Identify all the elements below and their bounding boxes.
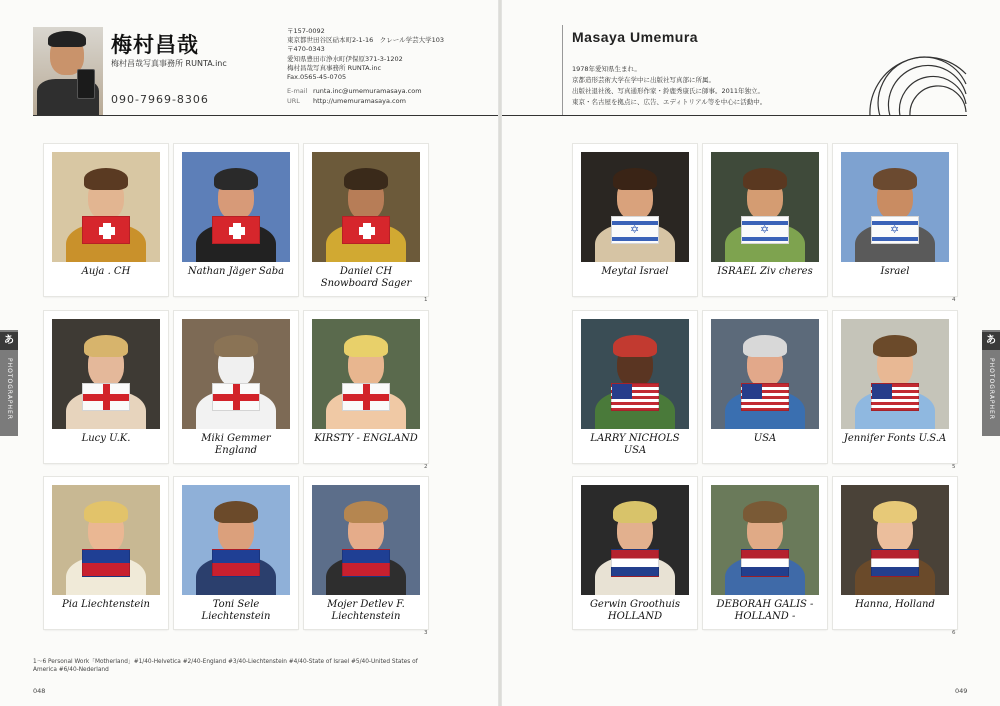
bio-line: 京都造形芸術大学在学中に出版社写真部に所属。 <box>572 76 715 84</box>
portrait-photo <box>841 319 949 429</box>
handwritten-signature: Lucy U.K. <box>81 433 131 444</box>
biography <box>572 64 802 108</box>
polaroid-photo <box>174 144 298 296</box>
portrait-photo <box>711 485 819 595</box>
flag-en-icon <box>212 383 260 411</box>
flag-li-icon <box>82 549 130 577</box>
handwritten-signature: Mojer Detlev F. Liechtenstein <box>327 599 405 622</box>
office-name: 梅村昌哉写真事務所 RUNTA.inc <box>111 59 227 68</box>
handwritten-signature: USA <box>753 433 777 444</box>
subject-hair <box>743 335 787 357</box>
handwritten-signature: Nathan Jäger Saba <box>187 266 285 277</box>
subject-hair <box>344 335 388 357</box>
subject-hair <box>613 168 657 190</box>
portrait-photo <box>52 319 160 429</box>
flag-nl-icon <box>741 549 789 577</box>
subject-hair <box>214 501 258 523</box>
address-block <box>287 27 487 82</box>
address-line: 〒470-0343 <box>287 45 325 54</box>
polaroid-photo <box>304 311 428 463</box>
photo-caption: 1〜6 Personal Work「Motherland」#1/40-Helvetica #2/40-England #3/40-Liechtenstein #4/40-State of Israel #5/40-United States of America #6/40-Nederland <box>33 659 418 673</box>
url-label: URL <box>287 97 300 105</box>
page-number-left: 048 <box>33 687 46 695</box>
flag-us-icon <box>871 383 919 411</box>
portrait-hair <box>48 31 86 47</box>
portrait-photo <box>52 152 160 262</box>
portrait-photo <box>711 152 819 262</box>
handwritten-signature: Meytal Israel <box>601 266 669 277</box>
portrait-photo <box>182 485 290 595</box>
subject-hair <box>613 335 657 357</box>
row-number: 2 <box>424 464 428 470</box>
flag-en-icon <box>82 383 130 411</box>
subject-hair <box>84 168 128 190</box>
handwritten-signature: Miki Gemmer England <box>201 433 271 456</box>
polaroid-photo <box>833 477 957 629</box>
handwritten-signature: LARRY NICHOLS USA <box>590 433 680 456</box>
polaroid-photo <box>174 311 298 463</box>
website-link[interactable]: http://umemuramasaya.com <box>313 97 406 105</box>
portrait-photo <box>52 485 160 595</box>
row-number: 4 <box>952 297 956 303</box>
subject-hair <box>873 335 917 357</box>
email-label: E-mail <box>287 87 308 95</box>
polaroid-photo <box>44 477 168 629</box>
photographer-name-en: Masaya Umemura <box>572 29 699 45</box>
portrait-photo <box>182 152 290 262</box>
handwritten-signature: Jennifer Fonts U.S.A <box>843 433 947 444</box>
polaroid-photo <box>174 477 298 629</box>
portrait-photo <box>581 319 689 429</box>
bio-line: 1978年愛知県生まれ。 <box>572 65 641 73</box>
portrait-photo <box>581 152 689 262</box>
decorative-arcs-icon <box>858 24 968 116</box>
subject-hair <box>344 168 388 190</box>
subject-hair <box>84 335 128 357</box>
page-number-right: 049 <box>955 687 968 695</box>
handwritten-signature: Hanna, Holland <box>855 599 935 610</box>
section-tab-label: PHOTOGRAPHER <box>988 358 995 421</box>
section-tab-kana: あ <box>0 332 18 350</box>
flag-ch-icon <box>342 216 390 244</box>
handwritten-signature: Israel <box>880 266 910 277</box>
flag-li-icon <box>212 549 260 577</box>
section-tab-label: PHOTOGRAPHER <box>6 358 13 421</box>
address-line: Fax.0565-45-0705 <box>287 73 347 82</box>
section-tab-kana: あ <box>982 332 1000 350</box>
polaroid-photo <box>703 144 827 296</box>
subject-hair <box>613 501 657 523</box>
row-number: 6 <box>952 630 956 636</box>
flag-il-icon <box>611 216 659 244</box>
flag-il-icon <box>741 216 789 244</box>
handwritten-signature: Daniel CH Snowboard Sager <box>320 266 412 289</box>
portrait-photo <box>182 319 290 429</box>
subject-hair <box>873 168 917 190</box>
polaroid-photo <box>573 144 697 296</box>
polaroid-photo <box>833 311 957 463</box>
row-number: 3 <box>424 630 428 636</box>
handwritten-signature: KIRSTY - ENGLAND <box>314 433 418 444</box>
polaroid-photo <box>304 477 428 629</box>
polaroid-photo <box>573 477 697 629</box>
address-line: 〒157-0092 <box>287 27 325 35</box>
handwritten-signature: Gerwin Groothuis HOLLAND <box>589 599 681 622</box>
portrait-phone <box>77 69 95 99</box>
portrait-photo <box>841 152 949 262</box>
handwritten-signature: DEBORAH GALIS - HOLLAND - <box>716 599 814 622</box>
photographer-name-jp: 梅村昌哉 <box>111 33 199 57</box>
subject-hair <box>743 501 787 523</box>
address-line: 愛知県豊田市浄水町伊保原371-3-1202 <box>287 54 403 63</box>
portrait-photo <box>581 485 689 595</box>
polaroid-photo <box>573 311 697 463</box>
flag-nl-icon <box>871 549 919 577</box>
email-link[interactable]: runta.inc@umemuramasaya.com <box>313 87 422 95</box>
flag-nl-icon <box>611 549 659 577</box>
phone-number: 090-7969-8306 <box>111 93 209 106</box>
subject-hair <box>344 501 388 523</box>
handwritten-signature: ISRAEL Ziv cheres <box>717 266 813 277</box>
subject-hair <box>214 335 258 357</box>
address-line: 東京都世田谷区砧本町2-1-16 クレール学芸大学103 <box>287 36 445 45</box>
bio-line: 東京・名古屋を拠点に、広告、エディトリアル等を中心に活動中。 <box>572 98 767 106</box>
flag-us-icon <box>741 383 789 411</box>
handwritten-signature: Toni Sele Liechtenstein <box>201 599 271 622</box>
row-number: 5 <box>952 464 956 470</box>
flag-en-icon <box>342 383 390 411</box>
portrait-photo <box>312 152 420 262</box>
section-tab-left[interactable] <box>0 330 18 436</box>
flag-il-icon <box>871 216 919 244</box>
portrait-photo <box>711 319 819 429</box>
flag-li-icon <box>342 549 390 577</box>
subject-hair <box>214 168 258 190</box>
polaroid-photo <box>703 311 827 463</box>
subject-hair <box>743 168 787 190</box>
portrait-photo <box>312 319 420 429</box>
flag-ch-icon <box>82 216 130 244</box>
flag-us-icon <box>611 383 659 411</box>
portrait-photo <box>841 485 949 595</box>
polaroid-photo <box>703 477 827 629</box>
polaroid-photo <box>44 311 168 463</box>
handwritten-signature: Auja . CH <box>81 266 131 277</box>
gutter <box>498 0 502 706</box>
address-line: 梅村昌哉写真事務所 RUNTA.inc <box>287 63 382 72</box>
contact-block <box>287 86 492 106</box>
portrait-photo <box>312 485 420 595</box>
row-number: 1 <box>424 297 428 303</box>
header-rule <box>33 115 498 116</box>
subject-hair <box>84 501 128 523</box>
subject-hair <box>873 501 917 523</box>
handwritten-signature: Pia Liechtenstein <box>62 599 150 610</box>
header-divider <box>562 25 563 115</box>
polaroid-photo <box>304 144 428 296</box>
section-tab-right[interactable] <box>982 330 1000 436</box>
polaroid-photo <box>833 144 957 296</box>
flag-ch-icon <box>212 216 260 244</box>
polaroid-photo <box>44 144 168 296</box>
photographer-portrait <box>33 27 103 115</box>
bio-line: 出版社退社後、写真通形作家・鈴鹿秀康氏に師事。2011年独立。 <box>572 87 765 95</box>
